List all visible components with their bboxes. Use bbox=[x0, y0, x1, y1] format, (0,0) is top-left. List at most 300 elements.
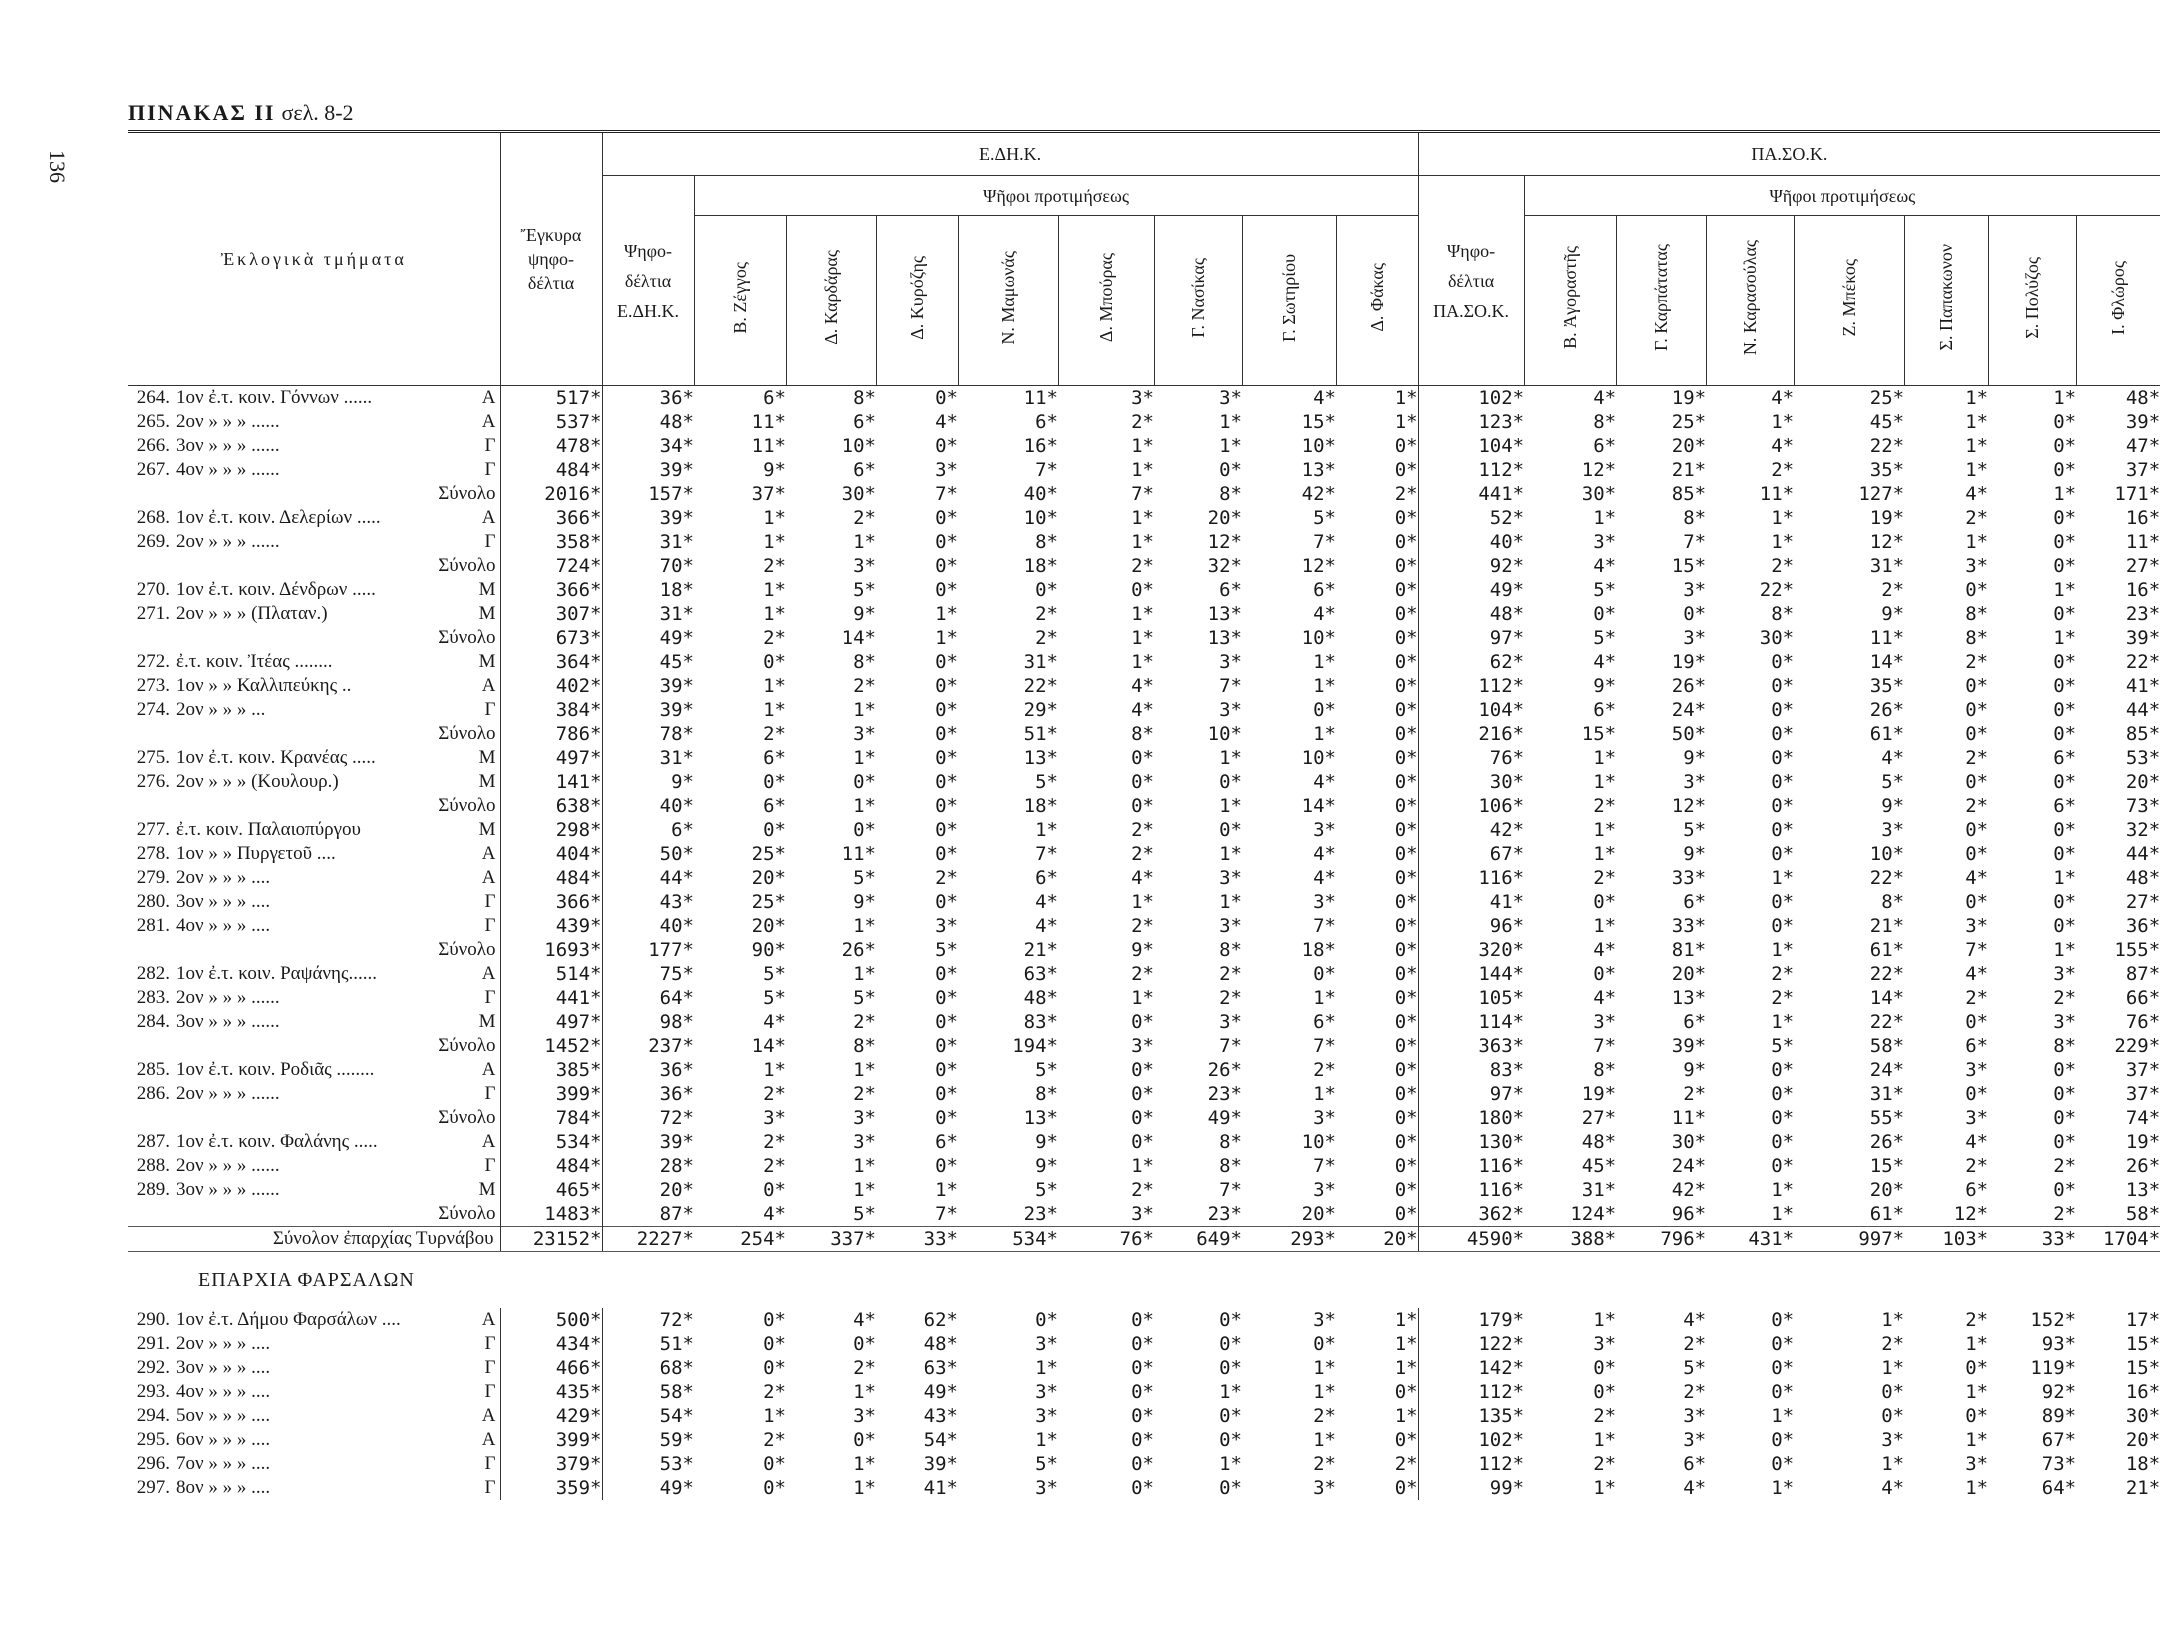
cell-value: 1* bbox=[853, 1477, 876, 1499]
cell-value: 39* bbox=[923, 1453, 958, 1475]
cell-value: 152* bbox=[2030, 1309, 2077, 1331]
cell-value: 13* bbox=[2125, 1179, 2161, 1201]
cell-value: 8* bbox=[1035, 531, 1058, 553]
row-label bbox=[128, 506, 500, 530]
cell-value: 34* bbox=[602, 434, 694, 458]
cell-value: 5* bbox=[853, 579, 876, 601]
cell-value: 9* bbox=[1683, 843, 1707, 865]
cell-value: 11* bbox=[1671, 1107, 1707, 1129]
cell-value: 1* bbox=[2053, 579, 2077, 601]
cell-value: 15* bbox=[1671, 555, 1707, 577]
cell-value: 97* bbox=[1418, 1082, 1524, 1106]
cell-value: 1* bbox=[1965, 411, 1989, 433]
cell-value: 36* bbox=[602, 1058, 694, 1082]
cell-value: 30* bbox=[1418, 770, 1524, 794]
cell-value: 2* bbox=[763, 1381, 786, 1403]
cell-value: 15* bbox=[1301, 411, 1336, 433]
section-name: 1ον ἐ.τ. κοιν. Κρανέας ..... bbox=[176, 747, 376, 768]
section-number: 287. bbox=[136, 1131, 170, 1152]
cell-value: 3* bbox=[1219, 1011, 1242, 1033]
cell-value: 5* bbox=[1881, 771, 1905, 793]
cell-value: 0* bbox=[763, 651, 786, 673]
cell-value: 8* bbox=[1219, 483, 1242, 505]
section-name: 2ον » » » ...... bbox=[176, 987, 280, 1008]
cell-value: 116* bbox=[1418, 1154, 1524, 1178]
cell-value: 4* bbox=[1593, 651, 1617, 673]
cell-value: 177* bbox=[602, 938, 694, 962]
cell-value: 4* bbox=[1593, 939, 1617, 961]
cell-value: 0* bbox=[1394, 1059, 1418, 1081]
cell-value: 0* bbox=[1394, 867, 1418, 889]
cell-value: 39* bbox=[602, 1130, 694, 1154]
row-label bbox=[128, 650, 500, 674]
cell-value: 0* bbox=[763, 1477, 786, 1499]
section-name: 3ον » » » ...... bbox=[176, 1011, 280, 1032]
cell-value: 0* bbox=[1131, 1107, 1154, 1129]
cell-value: 1* bbox=[1965, 1429, 1989, 1451]
cell-value: 3* bbox=[853, 1107, 876, 1129]
cell-value: 4* bbox=[1035, 891, 1058, 913]
table-row bbox=[128, 1130, 2160, 1154]
cell-value: 14* bbox=[1869, 651, 1905, 673]
cell-value: 5* bbox=[1035, 1453, 1058, 1475]
cell-value: 0* bbox=[1394, 651, 1418, 673]
cell-value: 26* bbox=[2125, 1155, 2161, 1177]
cell-value: 11* bbox=[751, 435, 786, 457]
candidate-name: Ν. Καρασούλας bbox=[1740, 239, 1761, 356]
cell-value: 385* bbox=[500, 1058, 602, 1082]
cell-value: 41* bbox=[2125, 675, 2161, 697]
cell-value: 0* bbox=[935, 987, 958, 1009]
cell-value: 7* bbox=[935, 483, 958, 505]
cell-value: 497* bbox=[500, 1010, 602, 1034]
cell-value: 45* bbox=[602, 650, 694, 674]
page-number: 136 bbox=[45, 150, 70, 183]
header-candidate bbox=[1706, 216, 1794, 386]
cell-value: 54* bbox=[602, 1404, 694, 1428]
cell-value: 3* bbox=[1593, 531, 1617, 553]
section-number: 265. bbox=[136, 411, 170, 432]
cell-value: 4* bbox=[1881, 747, 1905, 769]
cell-value: 3* bbox=[1965, 915, 1989, 937]
section-name: 2ον » » » .... bbox=[176, 867, 271, 888]
cell-value: 2* bbox=[853, 507, 876, 529]
cell-value: 30* bbox=[1581, 483, 1617, 505]
cell-value: 76* bbox=[1058, 1227, 1154, 1252]
section-name: 2ον » » » ...... bbox=[176, 1155, 280, 1176]
cell-value: 33* bbox=[876, 1227, 958, 1252]
row-label: Σύνολον ἐπαρχίας Τυρνάβου bbox=[128, 1227, 500, 1252]
cell-value: 35* bbox=[1869, 675, 1905, 697]
district-letter: Γ bbox=[484, 1453, 496, 1474]
row-label bbox=[128, 1428, 500, 1452]
cell-value: 37* bbox=[2125, 1083, 2161, 1105]
cell-value: 1* bbox=[1219, 1381, 1242, 1403]
cell-value: 89* bbox=[2041, 1405, 2077, 1427]
cell-value: 39* bbox=[2125, 627, 2161, 649]
cell-value: 31* bbox=[1581, 1179, 1617, 1201]
cell-value: 9* bbox=[602, 770, 694, 794]
cell-value: 366* bbox=[500, 578, 602, 602]
cell-value: 1* bbox=[1035, 1357, 1058, 1379]
cell-value: 0* bbox=[935, 555, 958, 577]
header-candidate bbox=[1242, 216, 1336, 386]
section-title: ΕΠΑΡΧΙΑ ΦΑΡΣΑΛΩΝ bbox=[198, 1269, 415, 1291]
section-name: 1ον ἐ.τ. κοιν. Δελερίων ..... bbox=[176, 507, 381, 528]
cell-value: 478* bbox=[500, 434, 602, 458]
cell-value: 35* bbox=[1869, 459, 1905, 481]
row-label bbox=[128, 1058, 500, 1082]
cell-value: 14* bbox=[841, 627, 876, 649]
cell-value: 1* bbox=[1394, 411, 1418, 433]
row-label bbox=[128, 458, 500, 482]
cell-value: 1* bbox=[1771, 1203, 1795, 1225]
cell-value: 1* bbox=[1394, 1309, 1418, 1331]
cell-value: 0* bbox=[935, 507, 958, 529]
cell-value: 0* bbox=[1593, 603, 1617, 625]
cell-value: 0* bbox=[935, 387, 958, 409]
cell-value: 8* bbox=[1593, 411, 1617, 433]
cell-value: 3* bbox=[853, 723, 876, 745]
cell-value: 40* bbox=[1418, 530, 1524, 554]
cell-value: 1* bbox=[763, 675, 786, 697]
table-row bbox=[128, 506, 2160, 530]
cell-value: 399* bbox=[500, 1082, 602, 1106]
cell-value: 171* bbox=[2114, 483, 2161, 505]
total-row bbox=[128, 1227, 2160, 1252]
cell-value: 3* bbox=[1313, 819, 1336, 841]
cell-value: 36* bbox=[2125, 915, 2161, 937]
cell-value: 1* bbox=[1394, 387, 1418, 409]
cell-value: 21* bbox=[2125, 1477, 2161, 1499]
cell-value: 0* bbox=[935, 1107, 958, 1129]
cell-value: 2* bbox=[1035, 603, 1058, 625]
district-letter: Γ bbox=[484, 1477, 496, 1498]
cell-value: 484* bbox=[500, 1154, 602, 1178]
cell-value: 61* bbox=[1869, 723, 1905, 745]
section-number: 282. bbox=[136, 963, 170, 984]
cell-value: 24* bbox=[1671, 699, 1707, 721]
cell-value: 1* bbox=[1965, 387, 1989, 409]
cell-value: 0* bbox=[1131, 771, 1154, 793]
cell-value: 2* bbox=[1965, 795, 1989, 817]
cell-value: 216* bbox=[1418, 722, 1524, 746]
cell-value: 3* bbox=[1313, 1107, 1336, 1129]
cell-value: 2* bbox=[763, 1155, 786, 1177]
cell-value: 1* bbox=[1965, 531, 1989, 553]
total-row bbox=[128, 554, 2160, 578]
cell-value: 33* bbox=[1671, 867, 1707, 889]
cell-value: 2* bbox=[1313, 1453, 1336, 1475]
cell-value: 96* bbox=[1671, 1203, 1707, 1225]
cell-value: 1* bbox=[1313, 723, 1336, 745]
cell-value: 50* bbox=[1671, 723, 1707, 745]
cell-value: 15* bbox=[1869, 1155, 1905, 1177]
cell-value: 11* bbox=[841, 843, 876, 865]
row-label bbox=[128, 386, 500, 411]
row-label: Σύνολο bbox=[438, 555, 496, 576]
cell-value: 724* bbox=[500, 554, 602, 578]
cell-value: 3* bbox=[1035, 1381, 1058, 1403]
cell-value: 4* bbox=[1965, 963, 1989, 985]
section-name: 7ον » » » .... bbox=[176, 1453, 271, 1474]
cell-value: 4* bbox=[1683, 1309, 1707, 1331]
section-number: 271. bbox=[136, 603, 170, 624]
cell-value: 1* bbox=[853, 963, 876, 985]
cell-value: 28* bbox=[602, 1154, 694, 1178]
candidate-name: Ι. Φλώρος bbox=[2108, 260, 2129, 335]
cell-value: 11* bbox=[1759, 483, 1795, 505]
cell-value: 1* bbox=[1771, 1179, 1795, 1201]
section-number: 280. bbox=[136, 891, 170, 912]
section-number: 283. bbox=[136, 987, 170, 1008]
cell-value: 379* bbox=[500, 1452, 602, 1476]
total-row bbox=[128, 1034, 2160, 1058]
cell-value: 58* bbox=[602, 1380, 694, 1404]
cell-value: 7* bbox=[1131, 483, 1154, 505]
cell-value: 2* bbox=[2053, 1155, 2077, 1177]
cell-value: 1* bbox=[1881, 1453, 1905, 1475]
cell-value: 1* bbox=[763, 699, 786, 721]
cell-value: 7* bbox=[1593, 1035, 1617, 1057]
cell-value: 1* bbox=[2053, 867, 2077, 889]
cell-value: 439* bbox=[500, 914, 602, 938]
header-pasok-preference: Ψῆφοι προτιμήσεως bbox=[1524, 176, 2160, 216]
cell-value: 8* bbox=[1035, 1083, 1058, 1105]
cell-value: 0* bbox=[1965, 891, 1989, 913]
cell-value: 52* bbox=[1418, 506, 1524, 530]
cell-value: 8* bbox=[1965, 603, 1989, 625]
cell-value: 3* bbox=[1313, 891, 1336, 913]
cell-value: 1* bbox=[1593, 747, 1617, 769]
cell-value: 3* bbox=[1881, 819, 1905, 841]
section-name: 4ον » » » .... bbox=[176, 1381, 271, 1402]
header-edik-ballots: Ψηφο- δέλτια Ε.ΔΗ.Κ. bbox=[602, 176, 694, 386]
cell-value: 21* bbox=[1671, 459, 1707, 481]
cell-value: 0* bbox=[1394, 1035, 1418, 1057]
cell-value: 1* bbox=[853, 1059, 876, 1081]
cell-value: 1* bbox=[853, 1155, 876, 1177]
district-letter: Α bbox=[481, 411, 496, 432]
cell-value: 649* bbox=[1154, 1227, 1242, 1252]
cell-value: 13* bbox=[1671, 987, 1707, 1009]
cell-value: 1* bbox=[1131, 459, 1154, 481]
section-number: 264. bbox=[136, 387, 170, 408]
section-name: 1ον » » Πυργετοῦ .... bbox=[176, 843, 336, 864]
cell-value: 0* bbox=[1131, 1381, 1154, 1403]
cell-value: 36* bbox=[602, 1082, 694, 1106]
district-letter: Μ bbox=[478, 579, 496, 600]
cell-value: 6* bbox=[1035, 411, 1058, 433]
cell-value: 0* bbox=[1394, 459, 1418, 481]
cell-value: 5* bbox=[1035, 1059, 1058, 1081]
cell-value: 1* bbox=[1965, 1381, 1989, 1403]
cell-value: 20* bbox=[1207, 507, 1242, 529]
cell-value: 0* bbox=[1394, 1155, 1418, 1177]
cell-value: 76* bbox=[2125, 1011, 2161, 1033]
cell-value: 31* bbox=[1023, 651, 1058, 673]
cell-value: 3* bbox=[853, 1131, 876, 1153]
cell-value: 363* bbox=[1418, 1034, 1524, 1058]
cell-value: 500* bbox=[500, 1308, 602, 1332]
cell-value: 0* bbox=[2053, 1083, 2077, 1105]
cell-value: 1* bbox=[1313, 1357, 1336, 1379]
cell-value: 25* bbox=[1869, 387, 1905, 409]
cell-value: 48* bbox=[602, 410, 694, 434]
cell-value: 0* bbox=[2053, 531, 2077, 553]
candidate-name: Δ. Φάκας bbox=[1367, 263, 1388, 332]
table-row bbox=[128, 650, 2160, 674]
cell-value: 434* bbox=[500, 1332, 602, 1356]
cell-value: 3* bbox=[2053, 1011, 2077, 1033]
row-label: Σύνολο bbox=[438, 939, 496, 960]
cell-value: 123* bbox=[1418, 410, 1524, 434]
cell-value: 0* bbox=[1131, 1083, 1154, 1105]
cell-value: 1* bbox=[763, 531, 786, 553]
cell-value: 3* bbox=[1035, 1477, 1058, 1499]
cell-value: 16* bbox=[2125, 1381, 2161, 1403]
cell-value: 6* bbox=[935, 1131, 958, 1153]
cell-value: 0* bbox=[1771, 1357, 1795, 1379]
cell-value: 72* bbox=[602, 1106, 694, 1130]
cell-value: 254* bbox=[694, 1227, 786, 1252]
section-name: 2ον » » » (Πλαταν.) bbox=[176, 603, 328, 624]
district-letter: Α bbox=[481, 1059, 496, 1080]
cell-value: 4* bbox=[1035, 915, 1058, 937]
cell-value: 103* bbox=[1904, 1227, 1988, 1252]
cell-value: 55* bbox=[1869, 1107, 1905, 1129]
cell-value: 45* bbox=[1869, 411, 1905, 433]
cell-value: 3* bbox=[1219, 867, 1242, 889]
row-label: Σύνολο bbox=[438, 795, 496, 816]
cell-value: 73* bbox=[2041, 1453, 2077, 1475]
cell-value: 6* bbox=[853, 459, 876, 481]
cell-value: 44* bbox=[2125, 699, 2161, 721]
section-number: 281. bbox=[136, 915, 170, 936]
section-name: 2ον » » » ...... bbox=[176, 1083, 280, 1104]
cell-value: 0* bbox=[935, 819, 958, 841]
cell-value: 3* bbox=[1035, 1405, 1058, 1427]
cell-value: 61* bbox=[1869, 939, 1905, 961]
cell-value: 41* bbox=[1418, 890, 1524, 914]
cell-value: 307* bbox=[500, 602, 602, 626]
cell-value: 465* bbox=[500, 1178, 602, 1202]
table-row bbox=[128, 530, 2160, 554]
cell-value: 0* bbox=[2053, 843, 2077, 865]
table-row bbox=[128, 434, 2160, 458]
cell-value: 7* bbox=[1313, 1155, 1336, 1177]
cell-value: 0* bbox=[1881, 1405, 1905, 1427]
table-row bbox=[128, 1058, 2160, 1082]
cell-value: 70* bbox=[602, 554, 694, 578]
cell-value: 1* bbox=[1219, 435, 1242, 457]
district-letter: Α bbox=[481, 675, 496, 696]
cell-value: 135* bbox=[1418, 1404, 1524, 1428]
section-number: 288. bbox=[136, 1155, 170, 1176]
cell-value: 8* bbox=[1683, 507, 1707, 529]
cell-value: 362* bbox=[1418, 1202, 1524, 1227]
cell-value: 1* bbox=[935, 627, 958, 649]
cell-value: 0* bbox=[1394, 1179, 1418, 1201]
cell-value: 32* bbox=[2125, 819, 2161, 841]
table-row bbox=[128, 770, 2160, 794]
table-row bbox=[128, 1476, 2160, 1500]
cell-value: 144* bbox=[1418, 962, 1524, 986]
header-candidate bbox=[1524, 216, 1616, 386]
header-party-edik: Ε.ΔΗ.Κ. bbox=[602, 132, 1418, 176]
cell-value: 1* bbox=[1131, 435, 1154, 457]
cell-value: 1* bbox=[1035, 1429, 1058, 1451]
section-number: 278. bbox=[136, 843, 170, 864]
cell-value: 51* bbox=[602, 1332, 694, 1356]
cell-value: 0* bbox=[1131, 1357, 1154, 1379]
cell-value: 36* bbox=[602, 386, 694, 411]
cell-value: 3* bbox=[935, 459, 958, 481]
cell-value: 0* bbox=[763, 819, 786, 841]
cell-value: 8* bbox=[853, 387, 876, 409]
cell-value: 31* bbox=[1869, 555, 1905, 577]
cell-value: 8* bbox=[1965, 627, 1989, 649]
cell-value: 22* bbox=[1869, 1011, 1905, 1033]
table-row bbox=[128, 698, 2160, 722]
candidate-name: Γ. Νασίκας bbox=[1188, 257, 1208, 338]
cell-value: 0* bbox=[1219, 1333, 1242, 1355]
cell-value: 0* bbox=[1771, 651, 1795, 673]
district-letter: Γ bbox=[484, 915, 496, 936]
table-row bbox=[128, 1082, 2160, 1106]
cell-value: 63* bbox=[1023, 963, 1058, 985]
cell-value: 0* bbox=[1131, 1477, 1154, 1499]
section-name: 8ον » » » .... bbox=[176, 1477, 271, 1498]
cell-value: 1* bbox=[1131, 651, 1154, 673]
cell-value: 23* bbox=[1207, 1083, 1242, 1105]
cell-value: 9* bbox=[1683, 1059, 1707, 1081]
district-letter: Γ bbox=[484, 1155, 496, 1176]
cell-value: 29* bbox=[1023, 699, 1058, 721]
cell-value: 0* bbox=[763, 1333, 786, 1355]
row-label: Σύνολο bbox=[438, 1107, 496, 1128]
cell-value: 484* bbox=[500, 866, 602, 890]
cell-value: 1* bbox=[1593, 507, 1617, 529]
cell-value: 10* bbox=[1869, 843, 1905, 865]
table-row bbox=[128, 866, 2160, 890]
cell-value: 20* bbox=[602, 1178, 694, 1202]
cell-value: 2* bbox=[763, 555, 786, 577]
cell-value: 0* bbox=[1394, 1381, 1418, 1403]
cell-value: 31* bbox=[1869, 1083, 1905, 1105]
table-row bbox=[128, 1356, 2160, 1380]
cell-value: 0* bbox=[935, 699, 958, 721]
cell-value: 0* bbox=[1593, 891, 1617, 913]
cell-value: 0* bbox=[1771, 819, 1795, 841]
cell-value: 4* bbox=[1881, 1477, 1905, 1499]
cell-value: 0* bbox=[1131, 1405, 1154, 1427]
cell-value: 0* bbox=[1219, 1357, 1242, 1379]
cell-value: 1* bbox=[1219, 891, 1242, 913]
cell-value: 2* bbox=[853, 1083, 876, 1105]
cell-value: 3* bbox=[1965, 1059, 1989, 1081]
cell-value: 7* bbox=[1219, 675, 1242, 697]
candidate-name: Δ. Μπούρας bbox=[1096, 252, 1116, 343]
total-row bbox=[128, 938, 2160, 962]
cell-value: 42* bbox=[1418, 818, 1524, 842]
cell-value: 87* bbox=[2125, 963, 2161, 985]
cell-value: 22* bbox=[1759, 579, 1795, 601]
cell-value: 92* bbox=[2041, 1381, 2077, 1403]
cell-value: 12* bbox=[1671, 795, 1707, 817]
cell-value: 9* bbox=[1035, 1131, 1058, 1153]
cell-value: 4* bbox=[1593, 387, 1617, 409]
